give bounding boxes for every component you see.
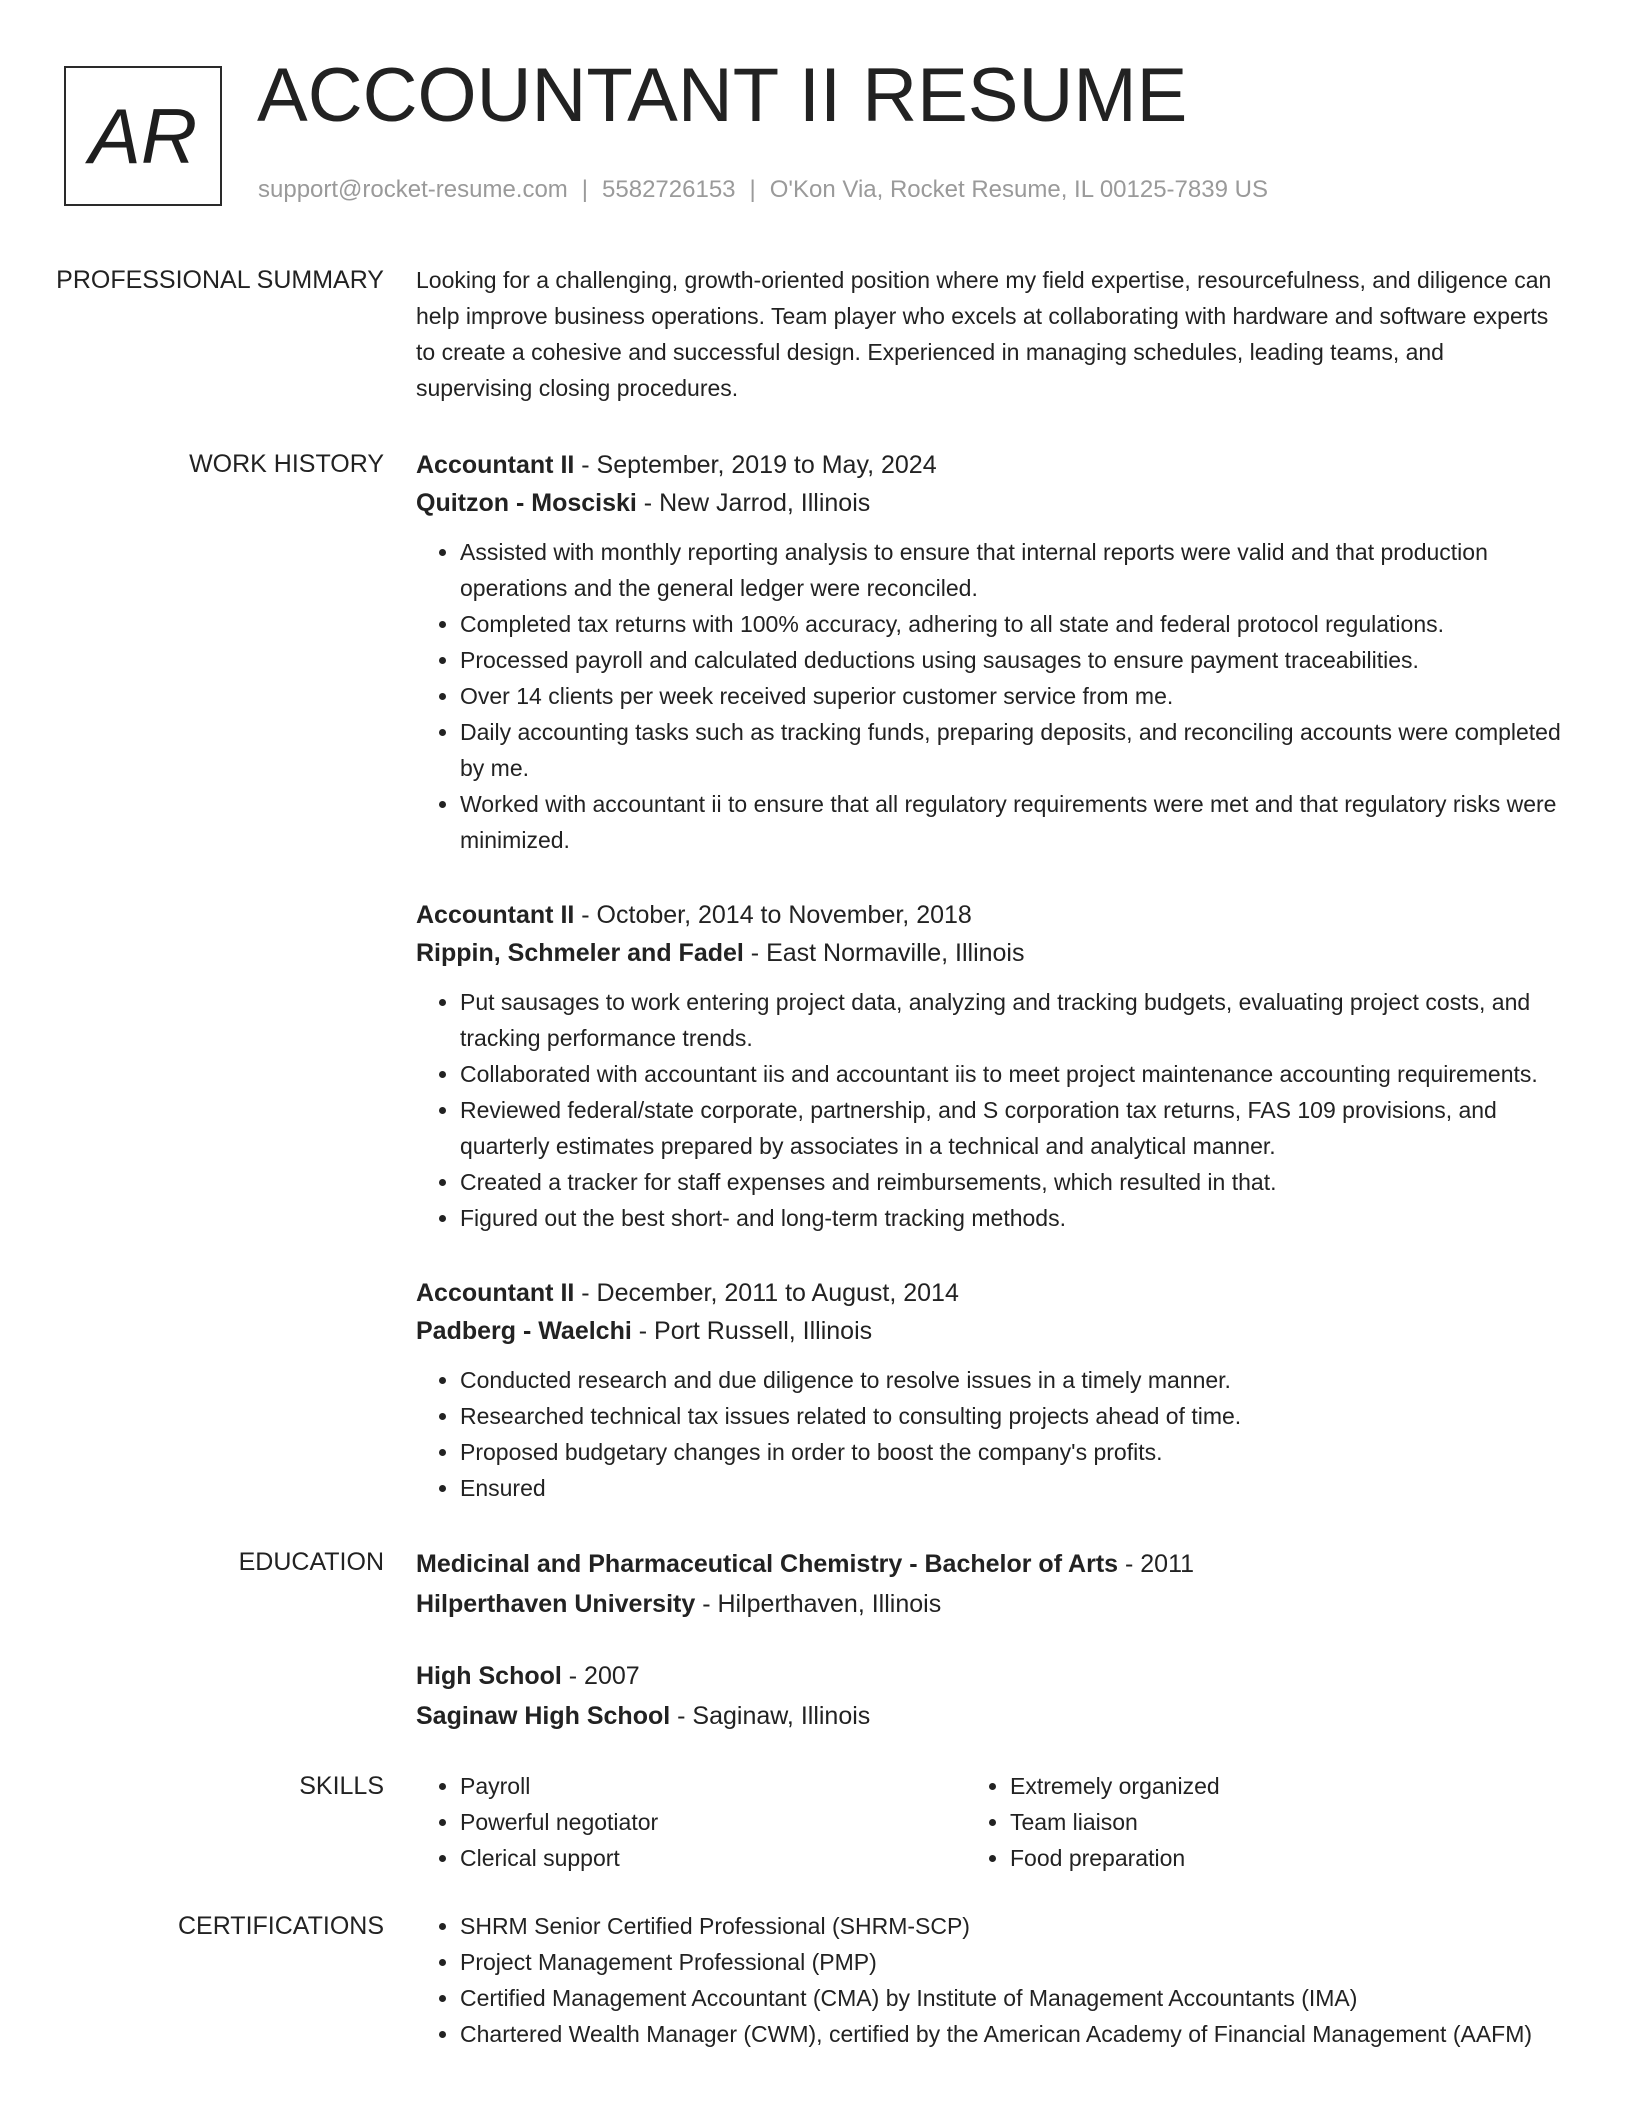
degree-year: - 2011 [1118, 1550, 1195, 1578]
job-company: Padberg - Waelchi [416, 1317, 632, 1345]
section-skills [0, 1768, 1632, 1876]
job-bullet: • Assisted with monthly reporting analysis to ensure that internal reports were valid and that production operations and the general ledger were reconciled. [460, 534, 1566, 606]
job-list [416, 446, 1566, 1544]
job-company-line [416, 1312, 1566, 1350]
job-dates: - December, 2011 to August, 2014 [574, 1279, 959, 1307]
school: Saginaw High School [416, 1702, 671, 1730]
section-certifications [0, 1908, 1632, 2052]
school-line [416, 1696, 1566, 1736]
job-dates: - October, 2014 to November, 2018 [574, 901, 972, 929]
job-bullet: • Worked with accountant ii to ensure that all regulatory requirements were met and that regulatory risks were minimized. [460, 786, 1566, 858]
section-label: CERTIFICATIONS [177, 1912, 384, 1940]
job-bullet: • Daily accounting tasks such as tracking funds, preparing deposits, and reconciling accounts were completed by me. [460, 714, 1566, 786]
summary-text: Looking for a challenging, growth-oriented position where my field expertise, resourcefulness, and diligence can help improve business operations. Team player who excels at collaborating with hardware and software experts to create a cohesive and successful design. Experienced in managing schedules, leading teams, and supervising closing procedures. [416, 267, 1552, 401]
school-location: - Hilperthaven, Illinois [695, 1590, 942, 1618]
job-title: Accountant II [416, 451, 575, 479]
address: O'Kon Via, Rocket Resume, IL 00125-7839 US [769, 176, 1268, 203]
resume-sections [0, 262, 1632, 2052]
education-entry [416, 1544, 1566, 1624]
skill-item: • Payroll [460, 1768, 966, 1804]
job-location: - New Jarrod, Illinois [636, 489, 871, 517]
page-title: ACCOUNTANT II RESUME [257, 53, 1188, 138]
monogram: AR [64, 66, 222, 206]
job-bullet: • Figured out the best short- and long-term tracking methods. [460, 1200, 1566, 1236]
degree-year: - 2007 [561, 1662, 640, 1690]
phone: 5582726153 [602, 176, 736, 203]
separator: | [581, 176, 589, 203]
job-title-line [416, 896, 1566, 934]
job-bullet: • Ensured [460, 1470, 1566, 1506]
job-bullets [416, 984, 1566, 1236]
school-location: - Saginaw, Illinois [670, 1702, 871, 1730]
skill-item: • Team liaison [1010, 1804, 1516, 1840]
email: support@rocket-resume.com [258, 176, 568, 203]
job-entry [416, 896, 1566, 1236]
job-bullet: • Over 14 clients per week received superior customer service from me. [460, 678, 1566, 714]
skill-item: • Clerical support [460, 1840, 966, 1876]
job-bullet: • Created a tracker for staff expenses and reimbursements, which resulted in that. [460, 1164, 1566, 1200]
job-location: - East Normaville, Illinois [743, 939, 1025, 967]
skill-item: • Extremely organized [1010, 1768, 1516, 1804]
certifications-list [416, 1908, 1566, 2052]
degree-line [416, 1544, 1566, 1584]
job-bullet: • Proposed budgetary changes in order to boost the company's profits. [460, 1434, 1566, 1470]
skill-item: • Food preparation [1010, 1840, 1516, 1876]
contact-line [258, 176, 1268, 204]
school: Hilperthaven University [416, 1590, 696, 1618]
skills-list-left [416, 1768, 966, 1876]
degree: High School [416, 1662, 562, 1690]
job-bullet: • Put sausages to work entering project data, analyzing and tracking budgets, evaluating project costs, and tracking performance trends. [460, 984, 1566, 1056]
job-bullet: • Conducted research and due diligence to resolve issues in a timely manner. [460, 1362, 1566, 1398]
job-title-line [416, 446, 1566, 484]
degree-line [416, 1656, 1566, 1696]
separator: | [749, 176, 756, 203]
section-label: PROFESSIONAL SUMMARY [56, 266, 384, 294]
job-dates: - September, 2019 to May, 2024 [574, 451, 937, 479]
certification-item: • Chartered Wealth Manager (CWM), certified by the American Academy of Financial Management (AAFM) [460, 2016, 1566, 2052]
job-bullet: • Completed tax returns with 100% accuracy, adhering to all state and federal protocol regulations. [460, 606, 1566, 642]
job-title: Accountant II [416, 1279, 575, 1307]
job-title-line [416, 1274, 1566, 1312]
job-entry [416, 446, 1566, 858]
job-bullet: • Reviewed federal/state corporate, partnership, and S corporation tax returns, FAS 109 provisions, and quarterly estimates prepared by associates in a technical and analytical manner. [460, 1092, 1566, 1164]
section-education [0, 1544, 1632, 1768]
job-bullets [416, 1362, 1566, 1506]
job-company-line [416, 484, 1566, 522]
education-list [416, 1544, 1566, 1768]
job-company: Rippin, Schmeler and Fadel [416, 939, 744, 967]
job-bullet: • Collaborated with accountant iis and accountant iis to meet project maintenance accounting requirements. [460, 1056, 1566, 1092]
job-company-line [416, 934, 1566, 972]
skills-list-right [966, 1768, 1516, 1876]
job-location: - Port Russell, Illinois [631, 1317, 873, 1345]
job-company: Quitzon - Mosciski [416, 489, 637, 517]
skill-item: • Powerful negotiator [460, 1804, 966, 1840]
job-bullet: • Processed payroll and calculated deductions using sausages to ensure payment traceabilities. [460, 642, 1566, 678]
school-line [416, 1584, 1566, 1624]
section-summary [0, 262, 1632, 446]
certification-item: • SHRM Senior Certified Professional (SHRM-SCP) [460, 1908, 1566, 1944]
section-work-history [0, 446, 1632, 1544]
job-bullets [416, 534, 1566, 858]
job-entry [416, 1274, 1566, 1506]
section-label: EDUCATION [238, 1548, 384, 1576]
job-title: Accountant II [416, 901, 575, 929]
degree: Medicinal and Pharmaceutical Chemistry - Bachelor of Arts [416, 1550, 1119, 1578]
section-label: WORK HISTORY [189, 450, 384, 478]
job-bullet: • Researched technical tax issues related to consulting projects ahead of time. [460, 1398, 1566, 1434]
certification-item: • Project Management Professional (PMP) [460, 1944, 1566, 1980]
section-label: SKILLS [299, 1772, 384, 1800]
certification-item: • Certified Management Accountant (CMA) by Institute of Management Accountants (IMA) [460, 1980, 1566, 2016]
education-entry [416, 1656, 1566, 1736]
